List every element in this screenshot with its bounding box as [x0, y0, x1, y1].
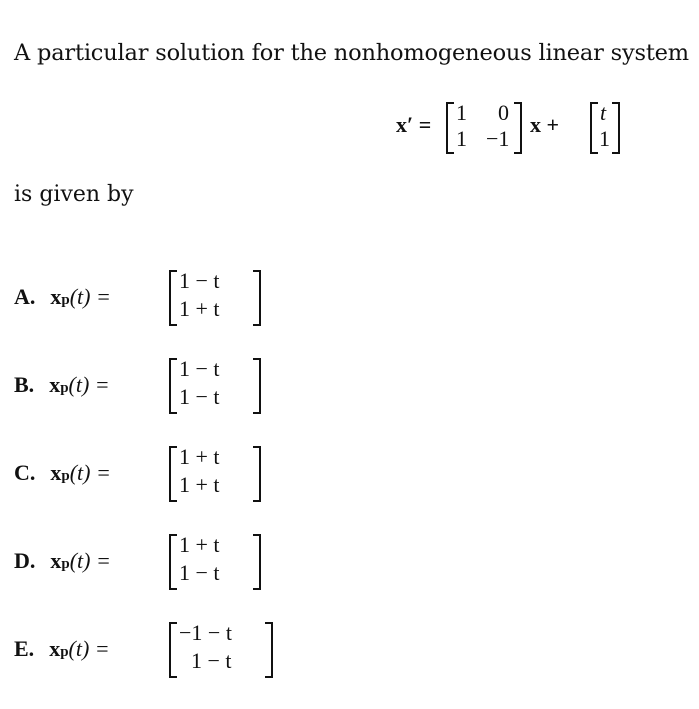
- matrix-a-22: −1: [486, 126, 510, 151]
- option-vector: [169, 358, 261, 414]
- option-arg: (t) =: [69, 284, 111, 309]
- matrix-a-21: 1: [456, 126, 467, 151]
- option-subscript: p: [61, 292, 70, 308]
- option-lhs: x: [50, 548, 62, 573]
- coefficient-matrix: [446, 102, 522, 154]
- option-vector: [169, 446, 261, 502]
- option-lhs: x: [49, 372, 61, 397]
- forcing-vector-bottom: 1: [599, 126, 610, 151]
- equation-lhs-text: x′ =: [396, 112, 432, 137]
- option-label: C.: [14, 460, 36, 485]
- option-vector-top: 1 − t: [179, 268, 220, 293]
- option-vector-top: 1 − t: [179, 356, 220, 381]
- equation-x-plus: [530, 112, 559, 138]
- option-label: A.: [14, 284, 36, 309]
- forcing-vector: [590, 102, 620, 154]
- option-vector-bottom: 1 − t: [191, 648, 232, 673]
- matrix-a-11: 1: [456, 100, 467, 125]
- option-lhs: x: [50, 284, 62, 309]
- option-vector-top: −1 − t: [179, 620, 232, 645]
- option-vector-top: 1 + t: [179, 532, 220, 557]
- option-vector: [169, 534, 261, 590]
- option-subscript: p: [60, 644, 69, 660]
- option-subscript: p: [61, 556, 70, 572]
- option-vector-bottom: 1 − t: [179, 384, 220, 409]
- matrix-a-12: 0: [498, 100, 509, 125]
- option-arg: (t) =: [69, 548, 111, 573]
- option-arg: (t) =: [68, 636, 110, 661]
- option-subscript: p: [61, 468, 70, 484]
- option-label: E.: [14, 636, 35, 661]
- equation-x-plus-text: x +: [530, 112, 560, 137]
- option-lhs: x: [50, 460, 62, 485]
- option-vector-bottom: 1 − t: [179, 560, 220, 585]
- option-vector-top: 1 + t: [179, 444, 220, 469]
- option-subscript: p: [60, 380, 69, 396]
- forcing-vector-top: t: [600, 100, 607, 125]
- option-vector-bottom: 1 + t: [179, 296, 220, 321]
- option-label: D.: [14, 548, 36, 573]
- option-lhs: x: [49, 636, 61, 661]
- question-intro: A particular solution for the nonhomogeneous linear system: [14, 40, 689, 66]
- option-vector-bottom: 1 + t: [179, 472, 220, 497]
- option-label: B.: [14, 372, 35, 397]
- option-arg: (t) =: [68, 372, 110, 397]
- given-by-text: is given by: [14, 182, 134, 207]
- option-arg: (t) =: [69, 460, 111, 485]
- equation-lhs: [396, 112, 431, 138]
- option-vector: [169, 270, 261, 326]
- option-vector: [169, 622, 273, 678]
